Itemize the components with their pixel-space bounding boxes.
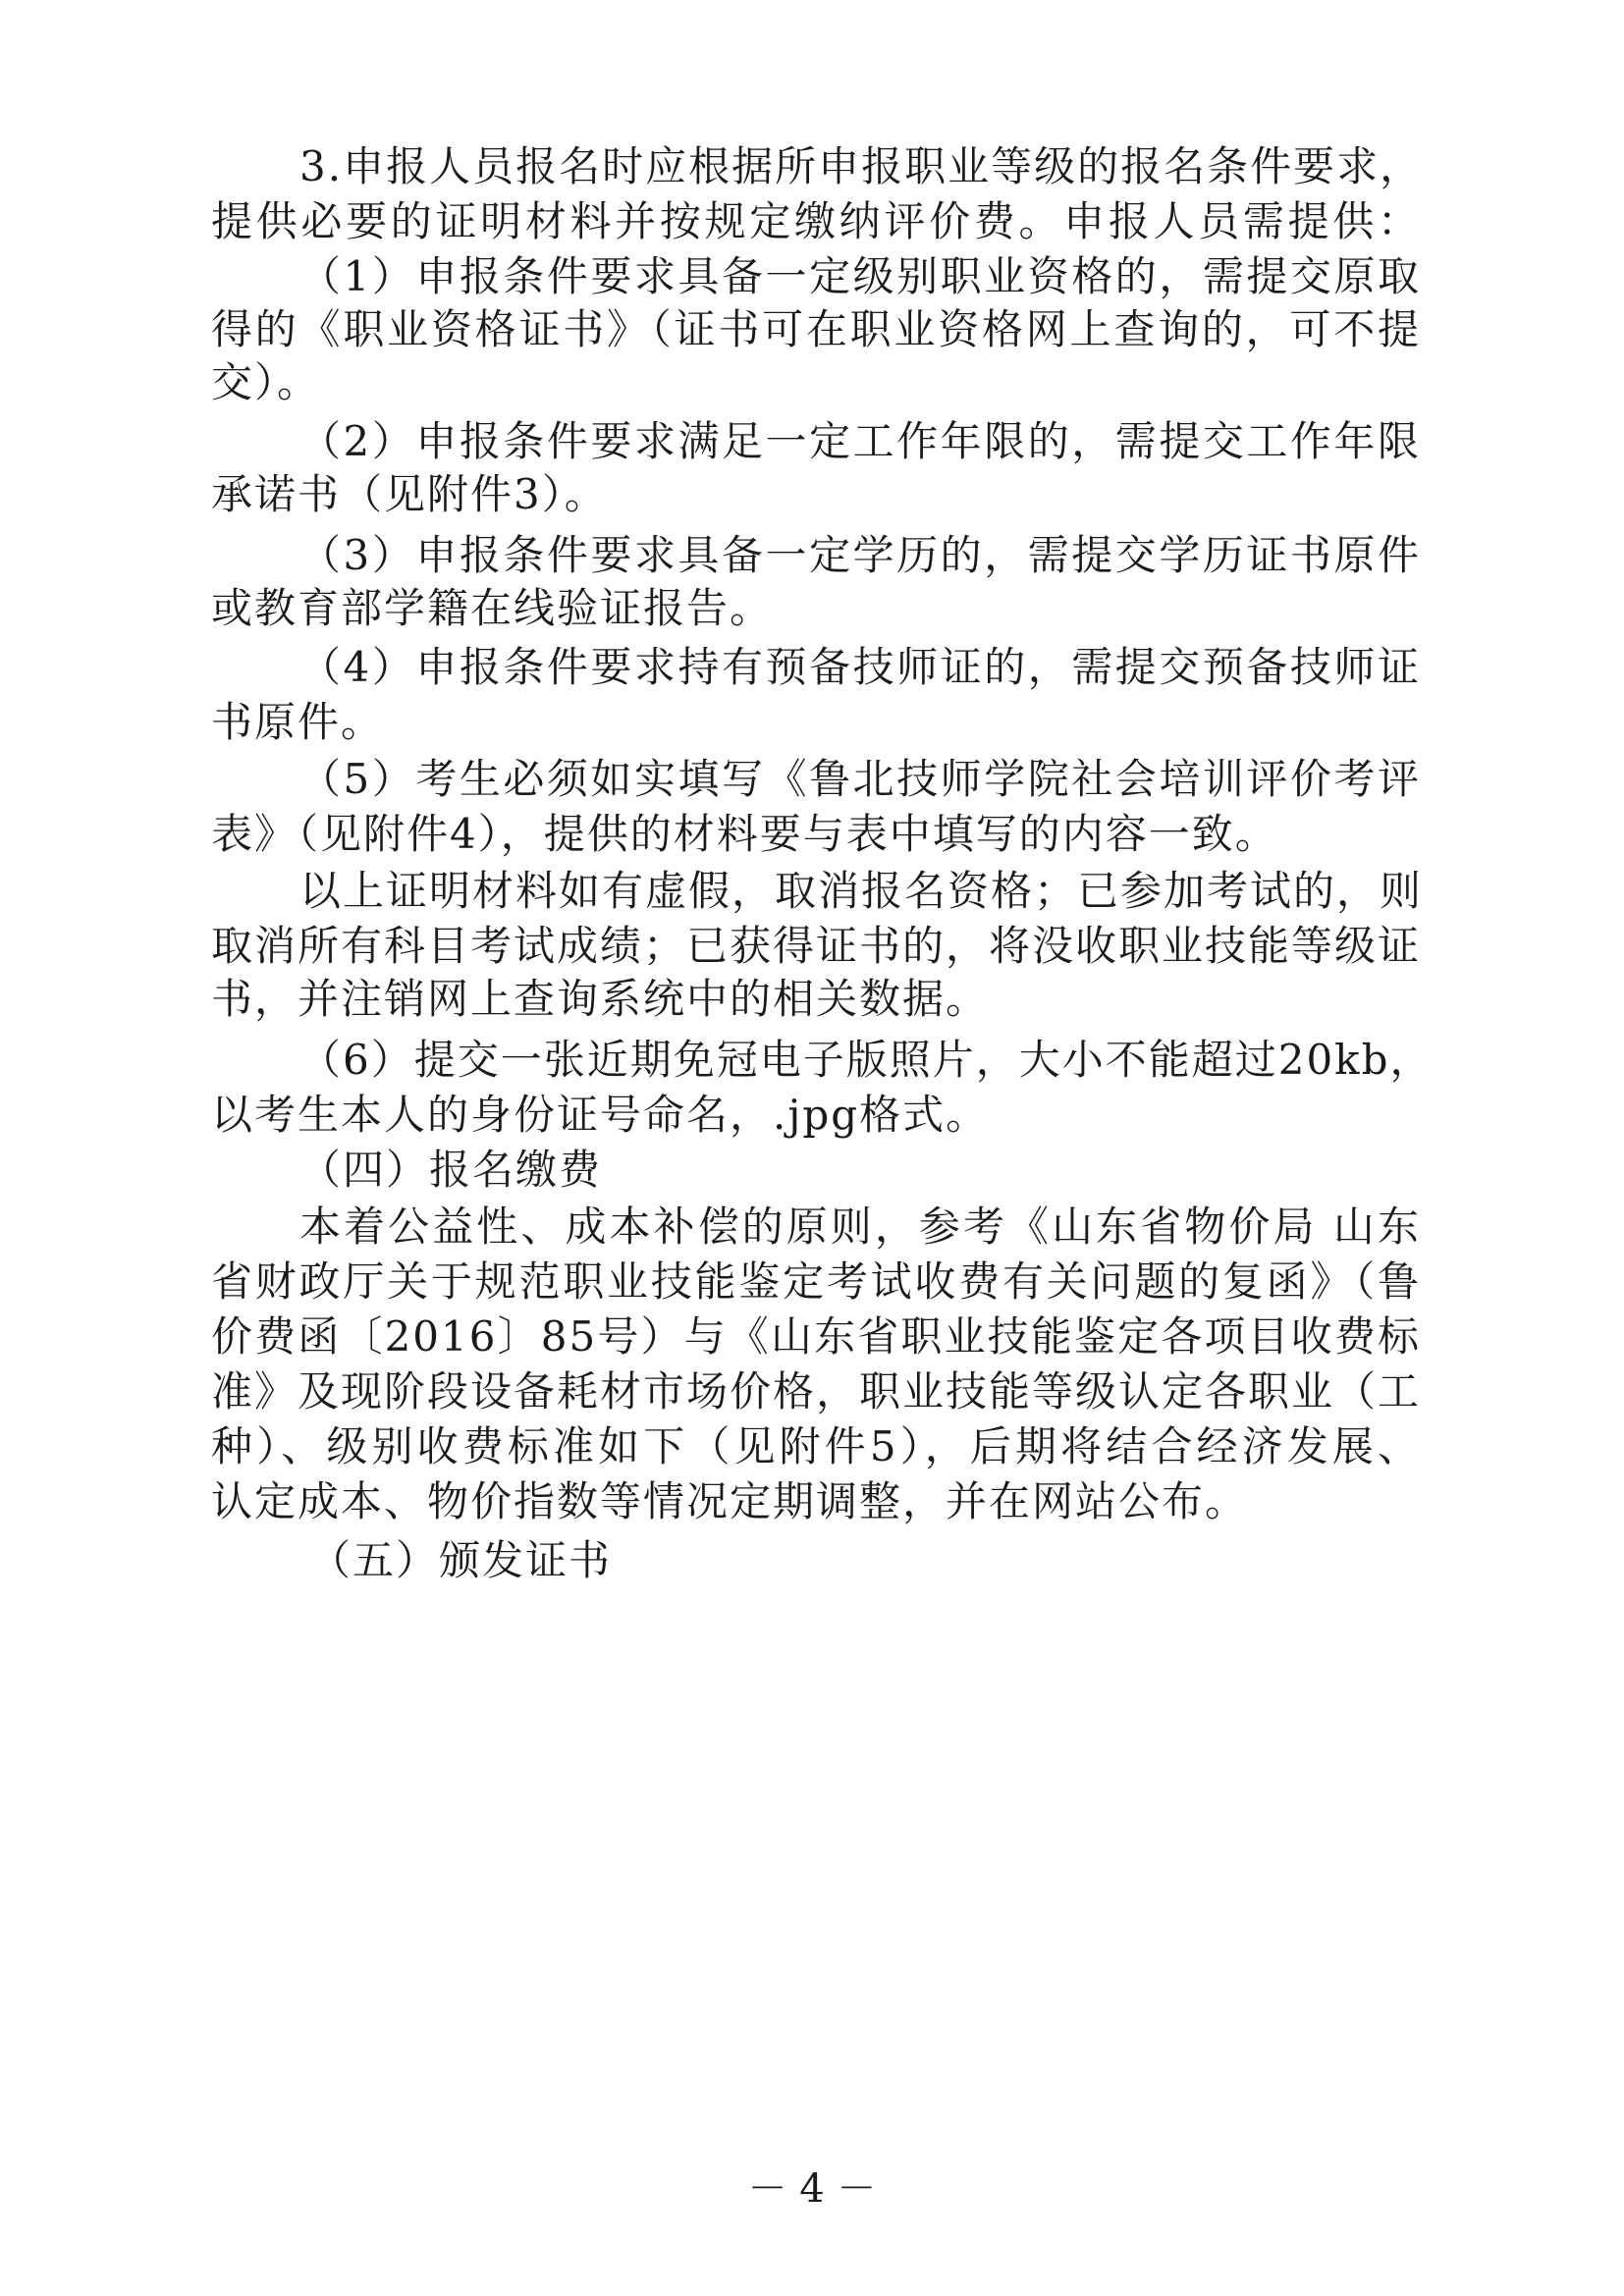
text-line: 交）。 — [211, 358, 321, 406]
section-heading: （五）颁发证书 — [309, 1536, 613, 1584]
text-line: 书原件。 — [211, 698, 385, 746]
text-line: （6）提交一张近期免冠电子版照片，大小不能超过20kb， — [299, 1036, 1434, 1084]
text-line: 表》（见附件4），提供的材料要与表中填写的内容一致。 — [211, 810, 1278, 858]
text-line: 以考生本人的身份证号命名，.jpg格式。 — [211, 1091, 990, 1139]
text-line: （3）申报条件要求具备一定学历的，需提交学历证书原件 — [299, 531, 1421, 579]
text-line: 省财政厅关于规范职业技能鉴定考试收费有关问题的复函》（鲁 — [211, 1257, 1421, 1306]
text-line: （5）考生必须如实填写《鲁北技师学院社会培训评价考评 — [299, 755, 1421, 803]
text-line: 3.申报人员报名时应根据所申报职业等级的报名条件要求， — [299, 142, 1424, 190]
text-line: 准》及现阶段设备耗材市场价格，职业技能等级认定各职业（工 — [211, 1367, 1422, 1415]
text-line: 本着公益性、成本补偿的原则，参考《山东省物价局 山东 — [299, 1202, 1421, 1251]
section-heading: （四）报名缴费 — [299, 1146, 603, 1194]
text-line: 书，并注销网上查询系统中的相关数据。 — [211, 975, 990, 1023]
text-line: 得的《职业资格证书》（证书可在职业资格网上查询的，可不提 — [211, 305, 1421, 353]
text-line: 价费函〔2016〕85号）与《山东省职业技能鉴定各项目收费标 — [211, 1312, 1421, 1361]
text-line: （4）申报条件要求持有预备技师证的，需提交预备技师证 — [299, 643, 1421, 691]
text-line: 承诺书（见附件3）。 — [211, 470, 608, 518]
page-number: － 4 － — [747, 2166, 877, 2212]
text-line: 取消所有科目考试成绩；已获得证书的，将没收职业技能等级证 — [211, 922, 1422, 970]
text-line: 种）、级别收费标准如下（见附件5），后期将结合经济发展、 — [211, 1422, 1421, 1470]
text-line: 或教育部学籍在线验证报告。 — [211, 584, 774, 632]
text-line: 提供必要的证明材料并按规定缴纳评价费。申报人员需提供： — [211, 197, 1421, 245]
text-line: （2）申报条件要求满足一定工作年限的，需提交工作年限 — [299, 417, 1421, 465]
text-line: 以上证明材料如有虚假，取消报名资格；已参加考试的，则 — [299, 867, 1424, 915]
text-line: （1）申报条件要求具备一定级别职业资格的，需提交原取 — [299, 252, 1421, 300]
text-line: 认定成本、物价指数等情况定期调整，并在网站公布。 — [211, 1477, 1249, 1525]
